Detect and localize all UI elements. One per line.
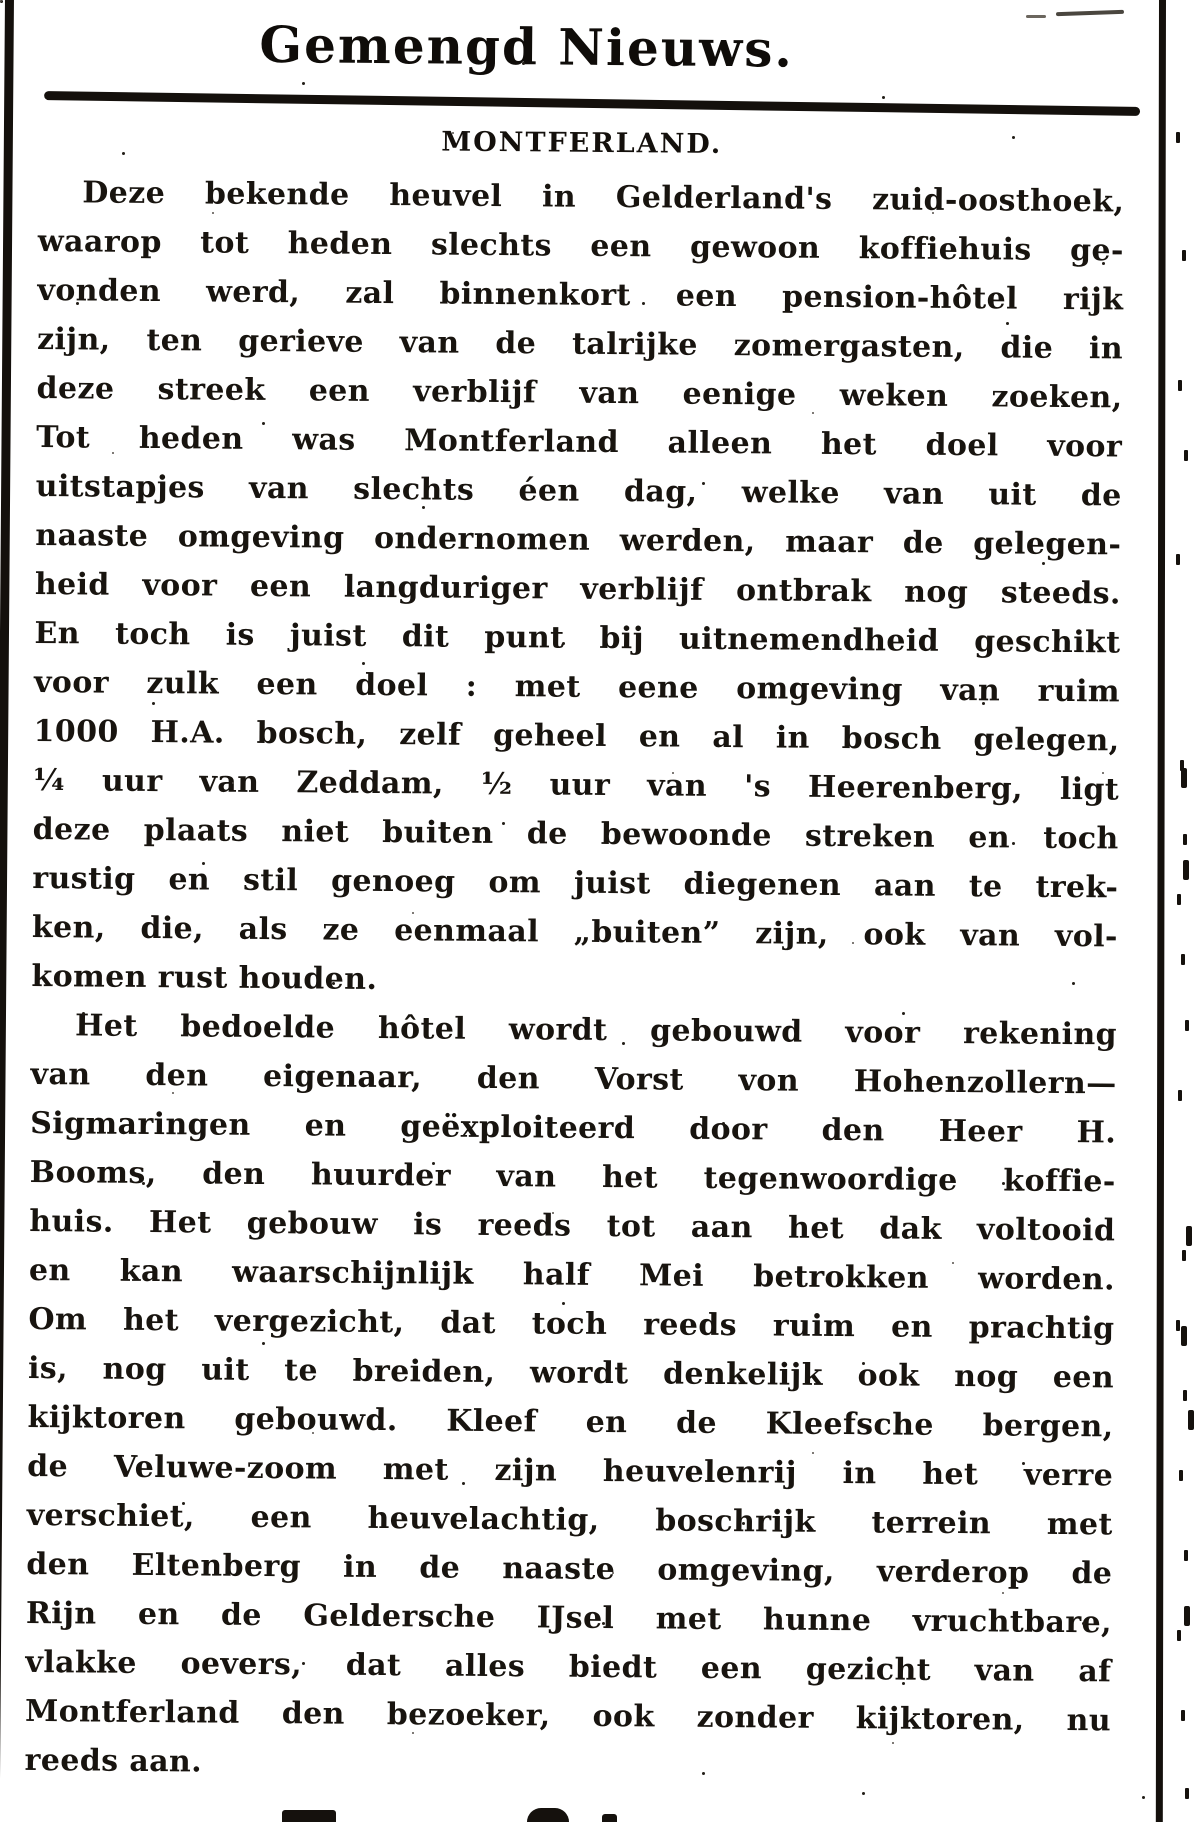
text-line: huis. Het gebouw is reeds tot aan het dak voltooid [29, 1203, 1116, 1249]
text-line: Booms, den huurder van het tegenwoordige koffie- [29, 1154, 1116, 1200]
text-line: Tot heden was Montferland alleen het doel voor [36, 419, 1123, 465]
text-line: rustig en stil genoeg om juist diegenen aan te trek- [32, 860, 1119, 906]
text-line: uitstapjes van slechts éen dag, welke van uit de [35, 468, 1122, 514]
cutoff-next-heading-fragment [282, 1810, 336, 1822]
section-divider-rule [44, 91, 1140, 116]
text-line: naaste omgeving ondernomen werden, maar de gelegen- [35, 517, 1122, 563]
text-line: komen rust houden. [31, 958, 378, 997]
left-column-rule [0, 0, 14, 1822]
article-title: MONTFERLAND. [441, 126, 723, 160]
text-line: Om het vergezicht, dat toch reeds ruim en prachtig [28, 1301, 1115, 1347]
text-line: van den eigenaar, den Vorst von Hohenzollern— [30, 1056, 1117, 1102]
scan-noise-specks [0, 0, 2, 2]
right-column-rule [1156, 0, 1166, 1822]
text-line: den Eltenberg in de naaste omgeving, verderop de [26, 1546, 1113, 1592]
text-line: En toch is juist dit punt bij uitnemendheid geschikt [34, 615, 1121, 661]
text-line: waarop tot heden slechts een gewoon koffiehuis ge- [37, 223, 1125, 269]
section-title: Gemengd Nieuws. [259, 14, 795, 79]
text-line: Rijn en de Geldersche IJsel met hunne vruchtbare, [25, 1595, 1113, 1641]
text-line: en kan waarschijnlijk half Mei betrokken worden. [28, 1252, 1116, 1298]
text-line: 1000 H.A. bosch, zelf geheel en al in bosch gelegen, [33, 713, 1120, 759]
text-line: verschiet, een heuvelachtig, boschrijk terrein met [26, 1497, 1113, 1543]
adjacent-column-glyph-fragments [1176, 132, 1180, 143]
text-line: Het bedoelde hôtel wordt gebouwd voor rekening [74, 1008, 1118, 1053]
text-line: kijktoren gebouwd. Kleef en de Kleefsche bergen, [27, 1399, 1114, 1445]
article-column [24, 0, 1126, 1794]
text-line: ¼ uur van Zeddam, ½ uur van 's Heerenberg, ligt [33, 762, 1120, 808]
cutoff-next-heading-fragment [527, 1808, 569, 1822]
text-line: vonden werd, zal binnenkort een pension-hôtel rijk [37, 272, 1124, 318]
text-line: voor zulk een doel : met eene omgeving van ruim [33, 664, 1121, 710]
text-line: heid voor een langduriger verblijf ontbrak nog steeds. [34, 566, 1122, 612]
article-body [24, 168, 1124, 1794]
text-line: Sigmaringen en geëxploiteerd door den Heer H. [30, 1105, 1117, 1151]
text-line: Montferland den bezoeker, ook zonder kijktoren, nu [24, 1693, 1112, 1739]
text-line: deze plaats niet buiten de bewoonde streken en toch [32, 811, 1119, 857]
text-line: deze streek een verblijf van eenige weken zoeken, [36, 370, 1123, 416]
text-line: is, nog uit te breiden, wordt denkelijk ook nog een [27, 1350, 1115, 1396]
text-line: reeds aan. [24, 1742, 203, 1780]
adjacent-column-glyph-fragments [1181, 768, 1187, 788]
text-line: vlakke oevers, dat alles biedt een gezicht van af [25, 1644, 1112, 1690]
cutoff-next-heading-fragment [602, 1814, 617, 1822]
text-line: Deze bekende heuvel in Gelderland's zuid-oosthoek, [82, 175, 1125, 220]
text-line: de Veluwe-zoom met zijn heuvelenrij in het verre [27, 1448, 1114, 1494]
text-line: ken, die, als ze eenmaal „buiten” zijn, ook van vol- [31, 909, 1119, 955]
text-line: zijn, ten gerieve van de talrijke zomergasten, die in [36, 321, 1124, 367]
